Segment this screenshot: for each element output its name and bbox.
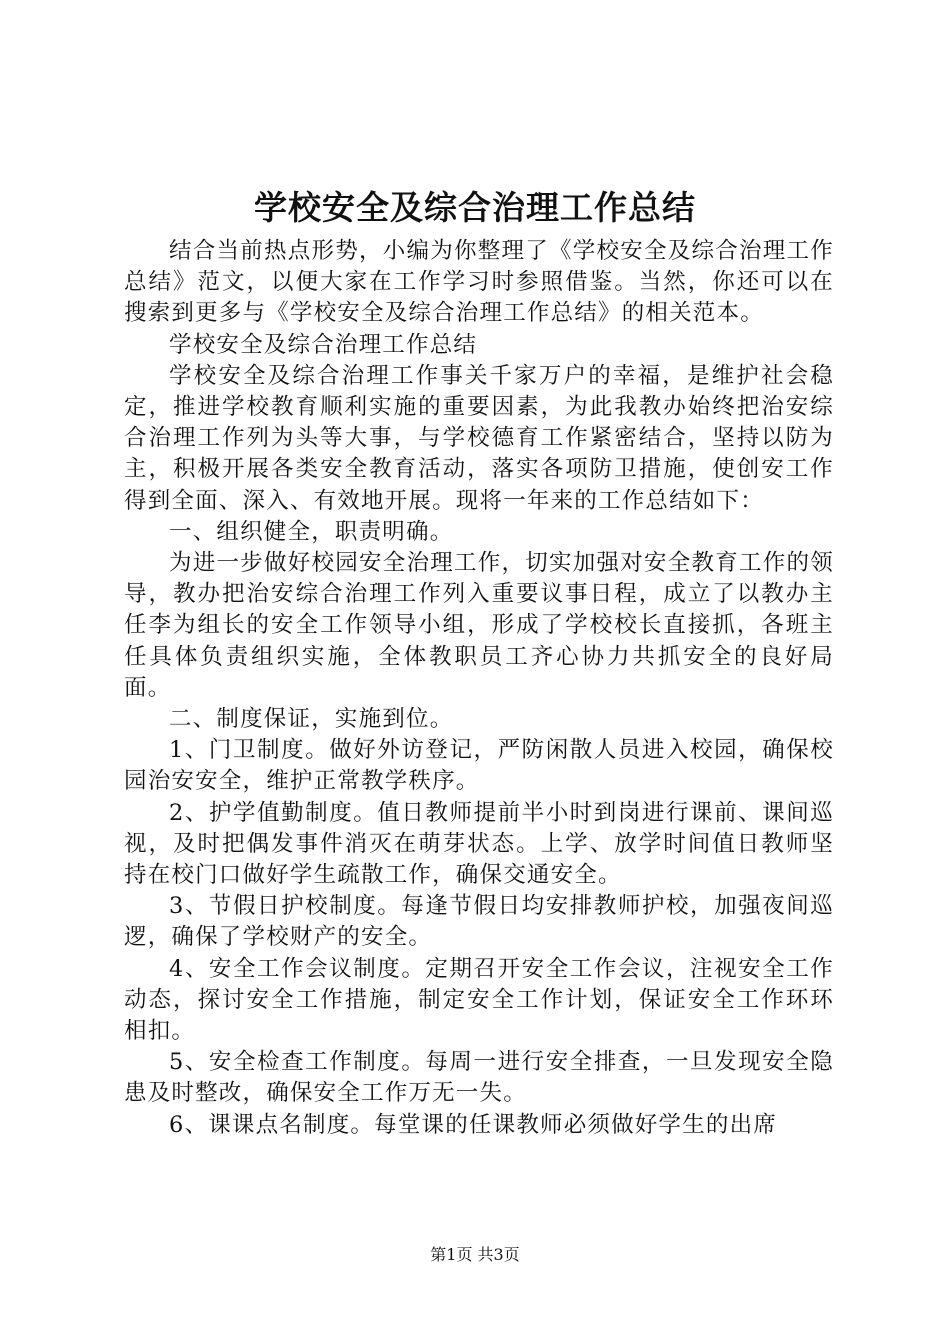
body-paragraph: 学校安全及综合治理工作总结 bbox=[169, 331, 478, 358]
body-paragraph: 为进一步做好校园安全治理工作，切实加强对安全教育工作的领导，教办把治安综合治理工作列入重要议事日程，成立了以教办主任李为组长的安全工作领导小组，形成了学校校长直接抓，各班主任具体负责组织实施，全体教职员工齐心协力共抓安全的良好局面。 bbox=[124, 550, 834, 701]
section-heading: 二、制度保证，实施到位。 bbox=[169, 706, 454, 733]
document-body bbox=[124, 236, 834, 1141]
body-paragraph: 结合当前热点形势，小编为你整理了《学校安全及综合治理工作总结》范文，以便大家在工作学习时参照借鉴。当然，你还可以在搜索到更多与《学校安全及综合治理工作总结》的相关范本。 bbox=[124, 238, 834, 327]
list-item: 3、节假日护校制度。每逢节假日均安排教师护校，加强夜间巡逻，确保了学校财产的安全。 bbox=[124, 893, 834, 951]
list-item: 4、安全工作会议制度。定期召开安全工作会议，注视安全工作动态，探讨安全工作措施，制定安全工作计划，保证安全工作环环相扣。 bbox=[124, 955, 834, 1045]
body-paragraph: 学校安全及综合治理工作事关千家万户的幸福，是维护社会稳定，推进学校教育顺利实施的重要因素，为此我教办始终把治安综合治理工作列为头等大事，与学校德育工作紧密结合，坚持以防为主，积极开展各类安全教育活动，落实各项防卫措施，使创安工作得到全面、深入、有效地开展。现将一年来的工作总结如下： bbox=[124, 362, 834, 514]
list-item: 6、课课点名制度。每堂课的任课教师必须做好学生的出席 bbox=[169, 1111, 778, 1138]
document-title: 学校安全及综合治理工作总结 bbox=[254, 188, 696, 227]
list-item: 2、护学值勤制度。值日教师提前半小时到岗进行课前、课间巡视，及时把偶发事件消灭在萌芽状态。上学、放学时间值日教师坚持在校门口做好学生疏散工作，确保交通安全。 bbox=[124, 799, 834, 889]
list-item: 1、门卫制度。做好外访登记，严防闲散人员进入校园，确保校园治安安全，维护正常教学秩序。 bbox=[124, 737, 834, 795]
page-footer: 第1页 共3页 bbox=[430, 1245, 520, 1264]
list-item: 5、安全检查工作制度。每周一进行安全排查，一旦发现安全隐患及时整改，确保安全工作万无一失。 bbox=[124, 1049, 834, 1107]
section-heading: 一、组织健全，职责明确。 bbox=[169, 518, 454, 545]
